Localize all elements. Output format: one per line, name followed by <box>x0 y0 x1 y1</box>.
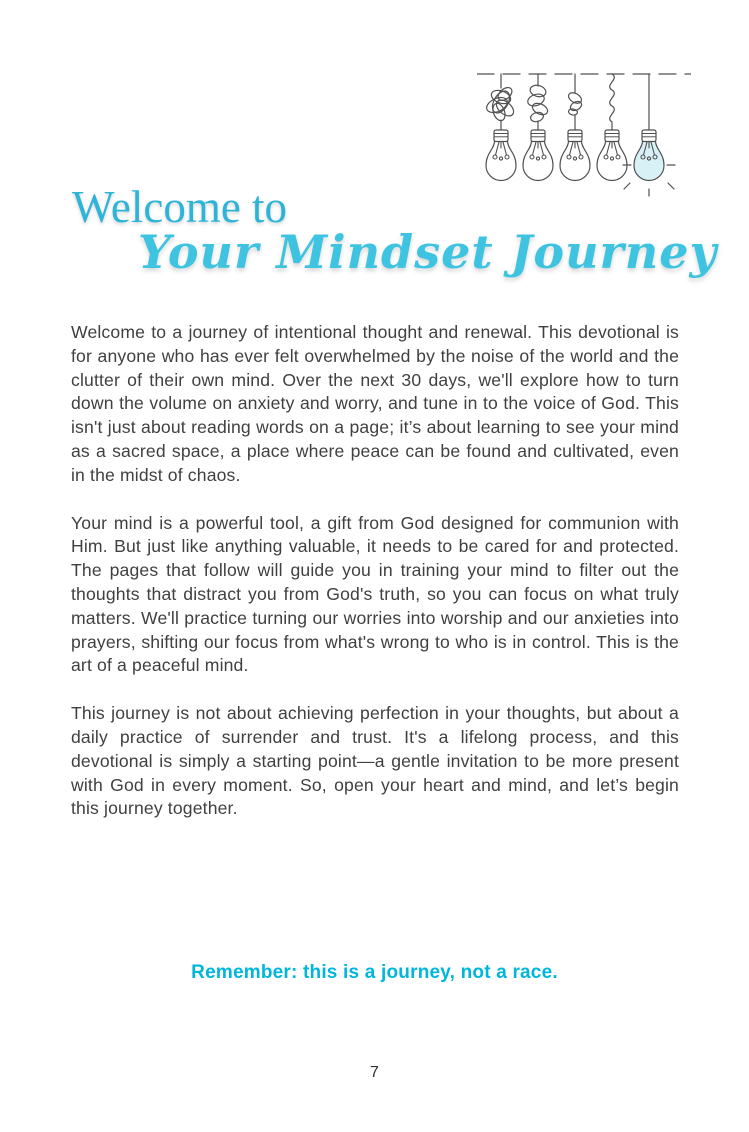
paragraph-3: This journey is not about achieving perfection in your thoughts, but about a daily practice of surrender and trust. It's a lifelong process, and this devotional is simply a starting point—a gentle invitation to be more present with God in every moment. So, open your heart and mind, and let’s begin this journey together. <box>71 703 679 819</box>
paragraph-2: Your mind is a powerful tool, a gift from God designed for communion with Him. But just like anything valuable, it needs to be cared for and protected. The pages that follow will guide you in training your mind to filter out the thoughts that distract you from God's truth, so you can focus on what truly matters. We'll practice turning our worries into worship and our anxieties into prayers, shifting our focus from what's wrong to who is in control. This is the art of a peaceful mind. <box>71 512 679 676</box>
reminder-text: Remember: this is a journey, not a race. <box>191 962 558 983</box>
wavy-string-bulb-4 <box>597 74 627 181</box>
paragraph-1: Welcome to a journey of intentional thought and renewal. This devotional is for anyone who has ever felt overwhelmed by the noise of the world and the clutter of their own mind. Over the next 30 days, we'll explore how to turn down the volume on anxiety and worry, and tune in to the voice of God. This isn't just about reading words on a page; it’s about learning to see your mind as a sacred space, a place where peace can be found and cultivated, even in the midst of chaos. <box>71 322 679 485</box>
page-number: 7 <box>370 1064 379 1081</box>
page-title-line2: Your Mindset Journey <box>138 225 718 279</box>
lightbulbs-svg <box>477 68 691 198</box>
tangled-string-bulb-1 <box>484 74 516 181</box>
body-text <box>71 321 679 821</box>
tangled-string-bulb-2 <box>523 74 553 181</box>
tangled-string-bulb-3 <box>560 74 590 181</box>
lit-bulb-5 <box>623 74 675 196</box>
page-title-line1: Welcome to <box>72 182 288 232</box>
hanging-lightbulbs-illustration <box>477 68 691 198</box>
